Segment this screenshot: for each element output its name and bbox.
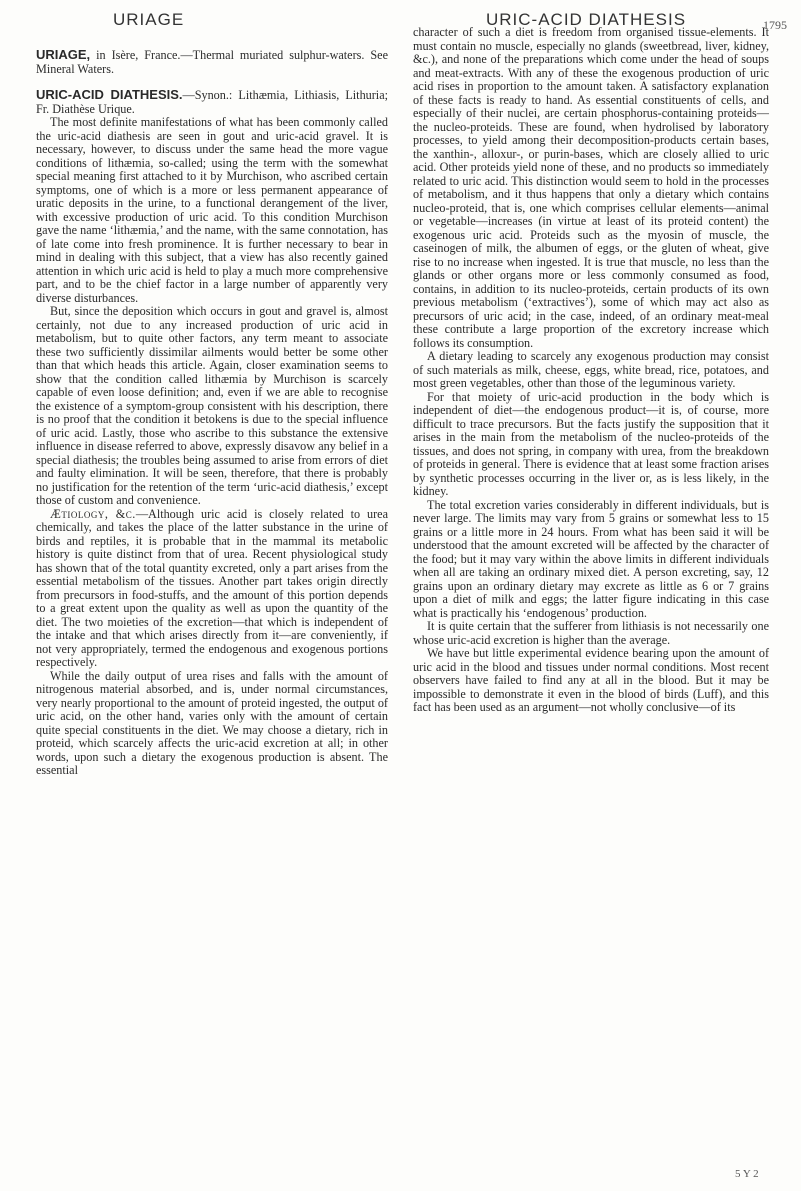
entry-uriage-head: URIAGE,: [36, 47, 91, 62]
entry-uric-acid-intro: [36, 88, 388, 116]
paragraph: A dietary leading to scarcely any exogenous production may consist of such materials as milk, cheese, eggs, white bread, rice, potatoes, and most green vegetables, other than those of the leguminous variety.: [413, 349, 769, 390]
paragraph: For that moiety of uric-acid production in the body which is independent of diet—the endogenous product—it is, of course, more difficult to trace precursors. But the facts justify the supposition that it arises in the main from the metabolism of the nucleo-proteids of the tissues, and does not spring, in company with urea, from the breakdown of proteids in general. There is evidence that at least some fraction arises by synthetic processes occurring in the liver or, as is less likely, in the kidney.: [413, 389, 769, 498]
left-column: [36, 48, 388, 778]
page-number: 1795: [763, 18, 787, 32]
signature-mark: 5 Y 2: [735, 1168, 759, 1180]
entry-uric-acid-head: URIC-ACID DIATHESIS.: [36, 87, 183, 102]
paragraph: But, since the deposition which occurs in gout and gravel is, almost certainly, not due to any increased production of uric acid in metabolism, but to quite other factors, any term meant to associate these two sufficiently dissimilar ailments would better be some other than that which heads this article. Again, closer examination seems to show that the condition called lithæmia by Murchison is scarcely capable of even loose definition; and, even if we are able to recognise the existence of a symptom-group consistent with his description, there is no proof that the condition it betokens is due to the special influence of uric acid. Lastly, those who ascribe to this substance the extensive influence in disease referred to above, expressly disavow any belief in a special diathesis; the troubles being assumed to arise from errors of diet and faulty elimination. It will be seen, therefore, that there is probably no justification for the retention of the term ‘uric-acid diathesis,’ except those of custom and convenience.: [36, 304, 388, 507]
aetiology-text: —Although uric acid is closely related to urea chemically, and takes the place of the latter substance in the urine of birds and reptiles, it is probable that in the mammal its metabolic history is quite distinct from that of urea. Recent physiological study has shown that of the total quantity excreted, only a part arises from the essential metabolism of the tissues. Another part takes origin directly from precursors in food-stuffs, and the amount of this portion depends to a great extent upon the quality as well as upon the quantity of the diet. The two moieties of the excretion—that which is independent of the intake and that which arises directly from it—are conveniently, if not very appropriately, termed the endogenous and exogenous portions respectively.: [36, 506, 388, 669]
header-left-title: URIAGE: [113, 10, 185, 29]
right-column: [413, 26, 769, 715]
paragraph: The most definite manifestations of what has been commonly called the uric-acid diathesis are seen in gout and uric-acid gravel. It is necessary, however, to discuss under the same head the more vague conditions of lithæmia, so-called; using the term with the somewhat special meaning first attached to it by Murchison, who ascribed certain symptoms, one of which is a more or less permanent appearance of uratic deposits in the urine, to a functional derangement of the liver, with excessive production of uric acid. To this condition Murchison gave the name ‘lithæmia,’ and the name, with the same connotation, has of late come into fresh prominence. It is further necessary to bear in mind in dealing with this subject, that a view has also recently gained attention in which uric acid is held to play a much more comprehensive part, and to be the chief factor in a large number of apparently very diverse disturbances.: [36, 115, 388, 305]
paragraph: It is quite certain that the sufferer from lithiasis is not necessarily one whose uric-acid excretion is higher than the average.: [413, 619, 769, 647]
paragraph-aetiology: [36, 508, 388, 670]
aetiology-head: Ætiology, &c.: [50, 506, 136, 521]
entry-uric-acid-synonyms: —Synon.: Lithæmia, Lithiasis, Lithuria; Fr. Diathèse Urique.: [36, 88, 388, 116]
paragraph: The total excretion varies considerably in different individuals, but is never large. The limits may vary from 5 grains or somewhat less to 15 grains or a little more in 24 hours. From what has been said it will be understood that the amount excreted will be affected by the character of the food; but it may vary within the above limits in different individuals when all are taking an ordinary mixed diet. A person excreting, say, 12 grains upon an ordinary dietary may excrete as little as 6 or 7 grains upon a diet of milk and eggs; the latter figure indicating in this case what is practically his ‘endogenous’ production.: [413, 497, 769, 620]
entry-uriage-text: in Isère, France.—Thermal muriated sulphur-waters. See Mineral Waters.: [36, 48, 388, 76]
header-right-title: URIC-ACID DIATHESIS: [486, 10, 687, 29]
entry-uriage: [36, 48, 388, 76]
paragraph: We have but little experimental evidence bearing upon the amount of uric acid in the blood and tissues under normal conditions. Most recent observers have failed to find any at all in the blood. But it may be impossible to demonstrate it even in the blood of birds (Luff), and this fact has been used as an argument—not wholly conclusive—of its: [413, 646, 769, 714]
paragraph: character of such a diet is freedom from organised tissue-elements. It must contain no muscle, especially no glands (sweetbread, liver, kidney, &c.), and none of the preparations which come under the head of soups and meat-extracts. With any of these the exogenous production of uric acid rises in proportion to the amount taken. A satisfactory explanation of these facts is ready to hand. As essential constituents of cells, and especially of their nuclei, are certain phosphorus-containing proteids—the nucleo-proteids. These are found, when hydrolised by laboratory processes, to yield among their decomposition-products certain bases, the xanthin-, alloxur-, or purin-bases, which are closely allied to uric acid. Other proteids yield none of these, and no products so immediately related to uric acid. This distinction would seem to hold in the processes of metabolism, and it thus happens that only a dietary which contains nucleo-proteid, that is, one which comprises cellular elements—animal or vegetable—increases (in virtue at least of its proteid content) the exogenous uric acid. Proteids such as the myosin of muscle, the caseinogen of milk, the albumen of eggs, or the gluten of wheat, give rise to no increase when ingested. It is true that muscle, no less than the glands or other organs more or less commonly consumed as food, contains, in addition to its nucleo-proteids, certain products of its own previous metabolism (‘extractives’), some of which may act also as precursors of uric acid; in the case, indeed, of an ordinary meat-meal these contribute a large proportion of the excretory increase which follows its consumption.: [413, 25, 769, 350]
paragraph: While the daily output of urea rises and falls with the amount of nitrogenous material absorbed, and is, under normal circumstances, very nearly proportional to the amount of proteid ingested, the output of uric acid, on the other hand, varies only with the amount of certain quite special constituents in the diet. We may choose a dietary, rich in proteid, which scarcely affects the uric-acid excretion at all; in other words, upon such a dietary the exogenous production is absent. The essential: [36, 668, 388, 777]
